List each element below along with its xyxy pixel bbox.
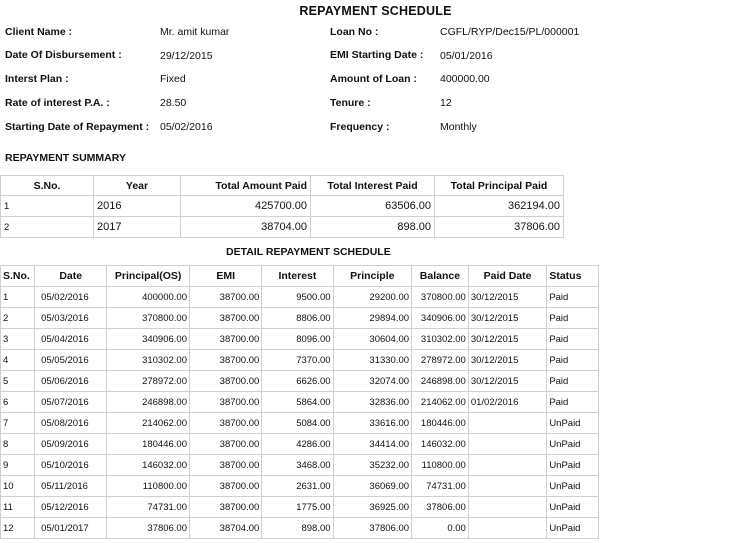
summary-header-sno: S.No.: [1, 176, 94, 196]
detail-cell-status: Paid: [547, 329, 599, 350]
table-row: [1, 518, 599, 539]
detail-cell-interest: 5084.00: [262, 413, 333, 434]
detail-header-principal-os: Principal(OS): [107, 266, 190, 287]
detail-cell-balance: 74731.00: [412, 476, 469, 497]
client-name-label: Client Name :: [5, 26, 73, 38]
detail-table-body: [1, 287, 599, 539]
detail-cell-principal-os: 340906.00: [107, 329, 190, 350]
tenure-value: 12: [440, 97, 452, 109]
detail-cell-balance: 246898.00: [412, 371, 469, 392]
detail-cell-emi: 38700.00: [190, 308, 262, 329]
detail-cell-principle: 35232.00: [333, 455, 411, 476]
detail-cell-principle: 36925.00: [333, 497, 411, 518]
detail-cell-status: UnPaid: [547, 434, 599, 455]
detail-cell-sno: 1: [1, 287, 35, 308]
loan-no-value: CGFL/RYP/Dec15/PL/000001: [440, 26, 580, 38]
detail-cell-principle: 36069.00: [333, 476, 411, 497]
detail-cell-principle: 30604.00: [333, 329, 411, 350]
frequency-value: Monthly: [440, 121, 477, 133]
summary-heading: REPAYMENT SUMMARY: [5, 152, 126, 164]
summary-cell-total-interest: 898.00: [311, 217, 435, 238]
detail-cell-principal-os: 146032.00: [107, 455, 190, 476]
table-row: [1, 371, 599, 392]
detail-cell-principal-os: 400000.00: [107, 287, 190, 308]
detail-cell-status: UnPaid: [547, 413, 599, 434]
detail-cell-interest: 7370.00: [262, 350, 333, 371]
table-row: [1, 287, 599, 308]
detail-cell-status: Paid: [547, 392, 599, 413]
detail-cell-emi: 38700.00: [190, 455, 262, 476]
detail-cell-sno: 10: [1, 476, 35, 497]
summary-cell-sno: 2: [1, 217, 94, 238]
table-row: [1, 497, 599, 518]
detail-cell-interest: 5864.00: [262, 392, 333, 413]
frequency-label: Frequency :: [330, 121, 390, 133]
detail-cell-paid-date: 30/12/2015: [468, 371, 546, 392]
detail-cell-principal-os: 110800.00: [107, 476, 190, 497]
detail-cell-paid-date: 30/12/2015: [468, 287, 546, 308]
detail-cell-principal-os: 370800.00: [107, 308, 190, 329]
detail-cell-date: 05/04/2016: [35, 329, 107, 350]
detail-cell-paid-date: 30/12/2015: [468, 350, 546, 371]
detail-cell-status: UnPaid: [547, 518, 599, 539]
document-title: REPAYMENT SCHEDULE: [299, 4, 452, 18]
detail-cell-principle: 34414.00: [333, 434, 411, 455]
detail-cell-date: 05/02/2016: [35, 287, 107, 308]
detail-cell-principle: 29894.00: [333, 308, 411, 329]
detail-cell-sno: 11: [1, 497, 35, 518]
detail-cell-principal-os: 278972.00: [107, 371, 190, 392]
table-row: [1, 308, 599, 329]
table-row: [1, 196, 564, 217]
detail-cell-sno: 8: [1, 434, 35, 455]
summary-cell-total-amount: 38704.00: [181, 217, 311, 238]
detail-cell-paid-date: 30/12/2015: [468, 308, 546, 329]
interest-rate-label: Rate of interest P.A. :: [5, 97, 110, 109]
detail-header-emi: EMI: [190, 266, 262, 287]
detail-cell-emi: 38700.00: [190, 329, 262, 350]
summary-header-total-principal: Total Principal Paid: [435, 176, 564, 196]
detail-cell-sno: 6: [1, 392, 35, 413]
detail-cell-balance: 340906.00: [412, 308, 469, 329]
detail-cell-status: Paid: [547, 308, 599, 329]
repayment-start-label: Starting Date of Repayment :: [5, 121, 150, 133]
detail-cell-date: 05/12/2016: [35, 497, 107, 518]
summary-cell-year: 2017: [94, 217, 181, 238]
detail-cell-principal-os: 180446.00: [107, 434, 190, 455]
detail-cell-interest: 6626.00: [262, 371, 333, 392]
detail-cell-principal-os: 37806.00: [107, 518, 190, 539]
detail-cell-interest: 898.00: [262, 518, 333, 539]
detail-cell-emi: 38700.00: [190, 476, 262, 497]
emi-start-value: 05/01/2016: [440, 50, 493, 62]
detail-cell-principle: 32836.00: [333, 392, 411, 413]
loan-amount-value: 400000.00: [440, 73, 490, 85]
loan-amount-label: Amount of Loan :: [330, 73, 417, 85]
detail-repayment-table: [0, 265, 599, 539]
detail-cell-status: Paid: [547, 371, 599, 392]
summary-header-total-amount: Total Amount Paid: [181, 176, 311, 196]
detail-cell-principle: 29200.00: [333, 287, 411, 308]
detail-cell-sno: 9: [1, 455, 35, 476]
detail-cell-paid-date: 30/12/2015: [468, 329, 546, 350]
detail-cell-balance: 370800.00: [412, 287, 469, 308]
detail-cell-balance: 278972.00: [412, 350, 469, 371]
tenure-label: Tenure :: [330, 97, 371, 109]
detail-cell-interest: 8096.00: [262, 329, 333, 350]
detail-cell-sno: 12: [1, 518, 35, 539]
table-row: [1, 329, 599, 350]
summary-cell-total-amount: 425700.00: [181, 196, 311, 217]
detail-cell-status: Paid: [547, 287, 599, 308]
detail-cell-balance: 146032.00: [412, 434, 469, 455]
detail-cell-date: 05/09/2016: [35, 434, 107, 455]
summary-cell-total-principal: 362194.00: [435, 196, 564, 217]
detail-cell-date: 05/07/2016: [35, 392, 107, 413]
detail-cell-date: 05/11/2016: [35, 476, 107, 497]
detail-cell-emi: 38700.00: [190, 434, 262, 455]
detail-cell-status: Paid: [547, 350, 599, 371]
detail-header-sno: S.No.: [1, 266, 35, 287]
detail-cell-date: 05/05/2016: [35, 350, 107, 371]
detail-cell-paid-date: [468, 497, 546, 518]
detail-cell-status: UnPaid: [547, 497, 599, 518]
detail-cell-emi: 38700.00: [190, 497, 262, 518]
table-row: [1, 455, 599, 476]
summary-header-row: [1, 176, 564, 196]
detail-cell-principle: 31330.00: [333, 350, 411, 371]
detail-cell-balance: 180446.00: [412, 413, 469, 434]
disbursement-date-value: 29/12/2015: [160, 50, 213, 62]
detail-header-interest: Interest: [262, 266, 333, 287]
table-row: [1, 434, 599, 455]
detail-cell-sno: 3: [1, 329, 35, 350]
summary-cell-total-interest: 63506.00: [311, 196, 435, 217]
detail-cell-principal-os: 246898.00: [107, 392, 190, 413]
table-row: [1, 217, 564, 238]
detail-cell-paid-date: [468, 434, 546, 455]
detail-header-row: [1, 266, 599, 287]
detail-cell-emi: 38700.00: [190, 287, 262, 308]
detail-cell-date: 05/06/2016: [35, 371, 107, 392]
detail-cell-principle: 32074.00: [333, 371, 411, 392]
detail-cell-interest: 9500.00: [262, 287, 333, 308]
detail-cell-sno: 2: [1, 308, 35, 329]
summary-header-year: Year: [94, 176, 181, 196]
detail-cell-date: 05/03/2016: [35, 308, 107, 329]
detail-header-balance: Balance: [412, 266, 469, 287]
detail-header-principle: Principle: [333, 266, 411, 287]
detail-cell-emi: 38700.00: [190, 392, 262, 413]
detail-cell-date: 05/01/2017: [35, 518, 107, 539]
detail-cell-principle: 37806.00: [333, 518, 411, 539]
detail-cell-interest: 4286.00: [262, 434, 333, 455]
table-row: [1, 413, 599, 434]
detail-cell-paid-date: [468, 455, 546, 476]
detail-cell-emi: 38700.00: [190, 350, 262, 371]
detail-cell-balance: 0.00: [412, 518, 469, 539]
detail-cell-date: 05/08/2016: [35, 413, 107, 434]
disbursement-date-label: Date Of Disbursement :: [5, 49, 122, 61]
detail-heading: DETAIL REPAYMENT SCHEDULE: [226, 246, 391, 258]
detail-cell-balance: 110800.00: [412, 455, 469, 476]
detail-header-status: Status: [547, 266, 599, 287]
detail-cell-paid-date: [468, 476, 546, 497]
detail-cell-interest: 1775.00: [262, 497, 333, 518]
detail-cell-principal-os: 310302.00: [107, 350, 190, 371]
detail-cell-interest: 3468.00: [262, 455, 333, 476]
detail-cell-sno: 7: [1, 413, 35, 434]
client-name-value: Mr. amit kumar: [160, 26, 230, 38]
summary-cell-sno: 1: [1, 196, 94, 217]
detail-cell-balance: 214062.00: [412, 392, 469, 413]
detail-cell-emi: 38700.00: [190, 371, 262, 392]
interest-rate-value: 28.50: [160, 97, 187, 109]
summary-cell-year: 2016: [94, 196, 181, 217]
summary-cell-total-principal: 37806.00: [435, 217, 564, 238]
detail-header-paid-date: Paid Date: [468, 266, 546, 287]
detail-cell-sno: 4: [1, 350, 35, 371]
interest-plan-label: Interst Plan :: [5, 73, 69, 85]
detail-cell-principal-os: 74731.00: [107, 497, 190, 518]
detail-cell-balance: 37806.00: [412, 497, 469, 518]
detail-cell-status: UnPaid: [547, 476, 599, 497]
summary-header-total-interest: Total Interest Paid: [311, 176, 435, 196]
detail-cell-principal-os: 214062.00: [107, 413, 190, 434]
table-row: [1, 392, 599, 413]
detail-cell-paid-date: [468, 518, 546, 539]
detail-cell-status: UnPaid: [547, 455, 599, 476]
detail-cell-balance: 310302.00: [412, 329, 469, 350]
interest-plan-value: Fixed: [160, 73, 186, 85]
detail-cell-paid-date: 01/02/2016: [468, 392, 546, 413]
detail-cell-interest: 8806.00: [262, 308, 333, 329]
table-row: [1, 350, 599, 371]
detail-cell-date: 05/10/2016: [35, 455, 107, 476]
detail-cell-emi: 38704.00: [190, 518, 262, 539]
detail-cell-sno: 5: [1, 371, 35, 392]
detail-cell-paid-date: [468, 413, 546, 434]
emi-start-label: EMI Starting Date :: [330, 49, 424, 61]
loan-no-label: Loan No :: [330, 26, 379, 38]
detail-cell-emi: 38700.00: [190, 413, 262, 434]
detail-cell-principle: 33616.00: [333, 413, 411, 434]
repayment-start-value: 05/02/2016: [160, 121, 213, 133]
detail-cell-interest: 2631.00: [262, 476, 333, 497]
detail-header-date: Date: [35, 266, 107, 287]
table-row: [1, 476, 599, 497]
repayment-summary-table: [0, 175, 564, 238]
